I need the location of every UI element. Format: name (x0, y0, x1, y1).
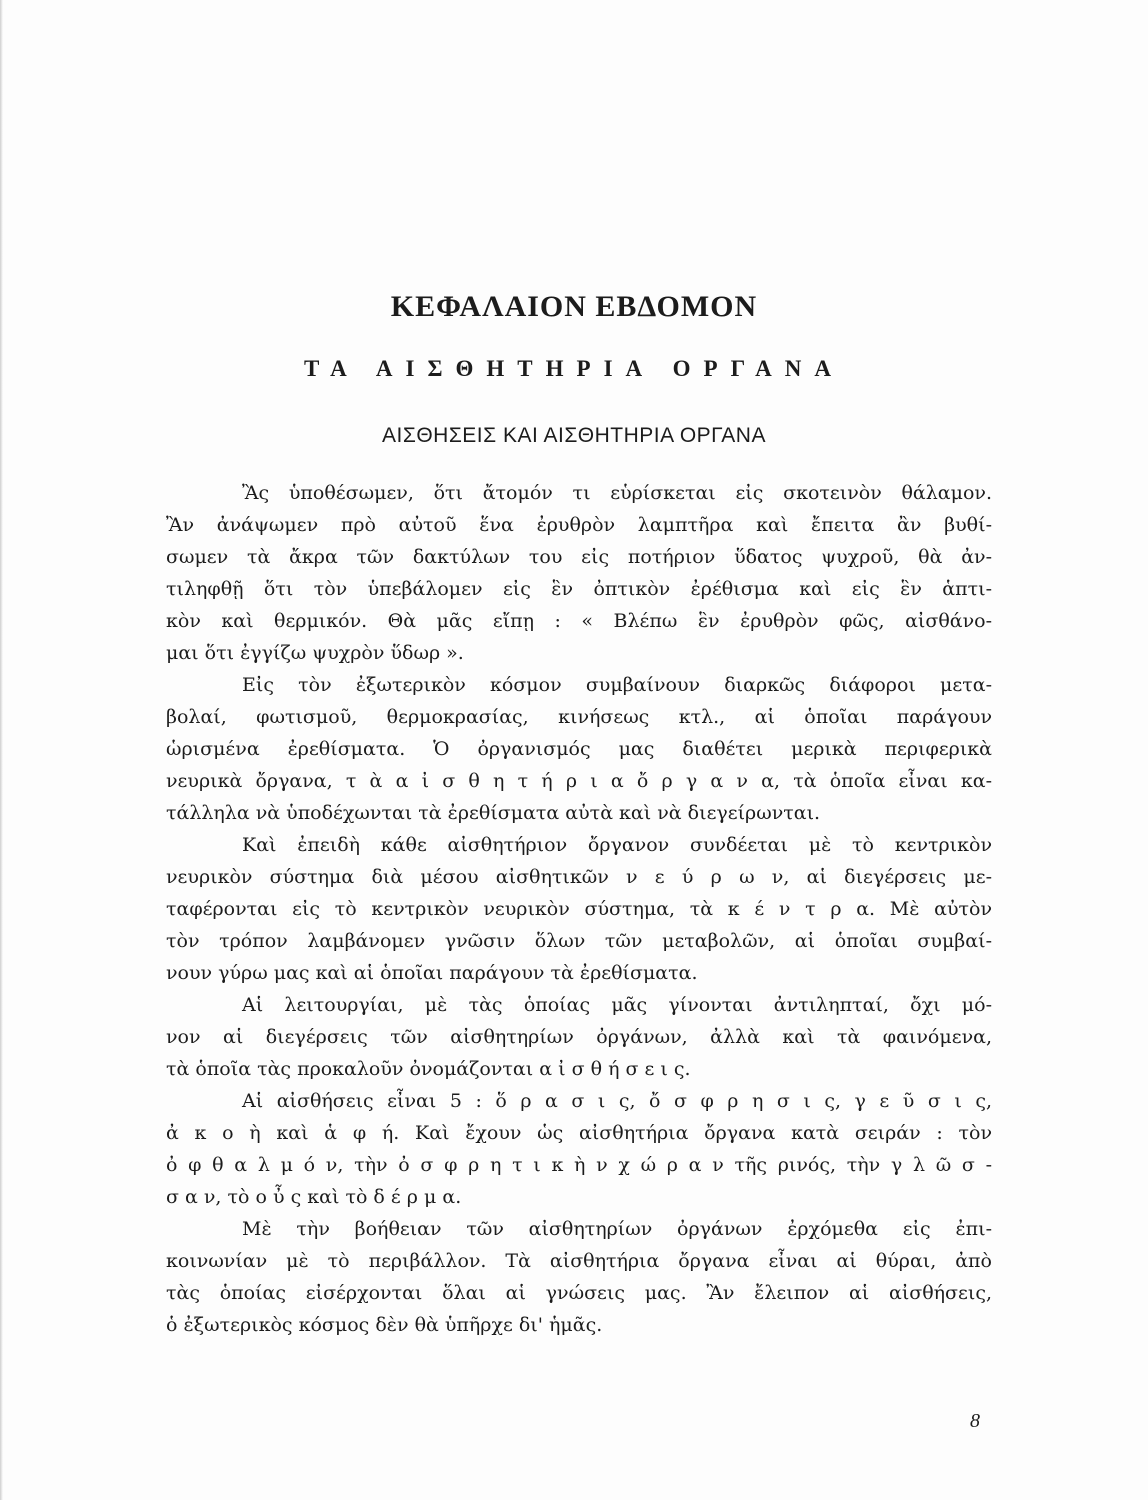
page-edge-shadow (0, 0, 3, 1500)
body-text (166, 477, 992, 1341)
text-line: νευρικὸν σύστημα διὰ μέσου αἰσθητικῶν ν ε ύ ρ ω ν, αἱ διεγέρσεις με- (166, 866, 992, 888)
text-line: Μὲ τὴν βοήθειαν τῶν αἰσθητηρίων ὀργάνων ἐρχόμεθα εἰς ἐπι- (242, 1218, 992, 1240)
chapter-title: ΚΕΦΑΛΑΙΟΝ ΕΒΔΟΜΟΝ (390, 290, 758, 323)
text-line: νον αἱ διεγέρσεις τῶν αἰσθητηρίων ὀργάνων, ἀλλὰ καὶ τὰ φαινόμενα, (166, 1026, 992, 1048)
text-line: ταφέρονται εἰς τὸ κεντρικὸν νευρικὸν σύστημα, τὰ κ έ ν τ ρ α. Μὲ αὐτὸν (166, 898, 992, 920)
text-line: κοινωνίαν μὲ τὸ περιβάλλον. Τὰ αἰσθητήρια ὄργανα εἶναι αἱ θύραι, ἀπὸ (166, 1250, 992, 1272)
section-heading: ΑΙΣΘΗΣΕΙΣ ΚΑΙ ΑΙΣΘΗΤΗΡΙΑ ΟΡΓΑΝΑ (382, 424, 766, 447)
text-line: τάλληλα νὰ ὑποδέχωνται τὰ ἐρεθίσματα αὐτὰ καὶ νὰ διεγείρωνται. (166, 802, 821, 824)
text-line: βολαί, φωτισμοῦ, θερμοκρασίας, κινήσεως κτλ., αἱ ὁποῖαι παράγουν (166, 706, 992, 728)
chapter-subtitle: ΤΑ ΑΙΣΘΗΤΗΡΙΑ ΟΡΓΑΝΑ (304, 356, 844, 381)
text-line: ἀ κ ο ὴ καὶ ἁ φ ή. Καὶ ἔχουν ὡς αἰσθητήρια ὄργανα κατὰ σειράν : τὸν (166, 1122, 992, 1144)
text-line: ὀ φ θ α λ μ ό ν, τὴν ὀ σ φ ρ η τ ι κ ὴ ν χ ώ ρ α ν τῆς ρινός, τὴν γ λ ῶ σ - (166, 1154, 992, 1176)
text-line: τὰς ὁποίας εἰσέρχονται ὅλαι αἱ γνώσεις μας. Ἂν ἔλειπον αἱ αἰσθήσεις, (166, 1282, 992, 1304)
text-line: μαι ὅτι ἐγγίζω ψυχρὸν ὕδωρ ». (166, 642, 464, 664)
text-line: Ἂς ὑποθέσωμεν, ὅτι ἄτομόν τι εὑρίσκεται εἰς σκοτεινὸν θάλαμον. (242, 482, 992, 504)
text-line: τιληφθῇ ὅτι τὸν ὑπεβάλομεν εἰς ἓν ὀπτικὸν ἐρέθισμα καὶ εἰς ἓν ἁπτι- (166, 578, 992, 600)
text-line: Αἱ αἰσθήσεις εἶναι 5 : ὅ ρ α σ ι ς, ὄ σ φ ρ η σ ι ς, γ ε ῦ σ ι ς, (242, 1090, 992, 1112)
text-line: κὸν καὶ θερμικόν. Θὰ μᾶς εἴπῃ : « Βλέπω ἓν ἐρυθρὸν φῶς, αἰσθάνο- (166, 610, 992, 632)
text-line: Καὶ ἐπειδὴ κάθε αἰσθητήριον ὄργανον συνδέεται μὲ τὸ κεντρικὸν (242, 834, 992, 856)
text-line: Αἱ λειτουργίαι, μὲ τὰς ὁποίας μᾶς γίνονται ἀντιληπταί, ὄχι μό- (242, 994, 992, 1016)
text-line: Ἂν ἀνάψωμεν πρὸ αὐτοῦ ἕνα ἐρυθρὸν λαμπτῆρα καὶ ἔπειτα ἂν βυθί- (166, 514, 992, 536)
text-line: νευρικὰ ὄργανα, τ ὰ α ἰ σ θ η τ ή ρ ι α ὄ ρ γ α ν α, τὰ ὁποῖα εἶναι κα- (166, 770, 992, 792)
text-line: Εἰς τὸν ἐξωτερικὸν κόσμον συμβαίνουν διαρκῶς διάφοροι μετα- (242, 674, 992, 696)
text-line: νουν γύρω μας καὶ αἱ ὁποῖαι παράγουν τὰ ἐρεθίσματα. (166, 962, 698, 984)
text-line: ὡρισμένα ἐρεθίσματα. Ὁ ὀργανισμός μας διαθέτει μερικὰ περιφερικὰ (166, 738, 992, 760)
page-number: 8 (970, 1410, 980, 1432)
text-line: τὸν τρόπον λαμβάνομεν γνῶσιν ὅλων τῶν μεταβολῶν, αἱ ὁποῖαι συμβαί- (166, 930, 992, 952)
text-line: τὰ ὁποῖα τὰς προκαλοῦν ὀνομάζονται α ἰ σ θ ή σ ε ι ς. (166, 1058, 691, 1080)
text-line: ὁ ἐξωτερικὸς κόσμος δὲν θὰ ὑπῆρχε δι' ἡμᾶς. (166, 1314, 603, 1336)
text-line: σωμεν τὰ ἄκρα τῶν δακτύλων του εἰς ποτήριον ὕδατος ψυχροῦ, θὰ ἀν- (166, 546, 992, 568)
text-line: σ α ν, τὸ ο ὖ ς καὶ τὸ δ έ ρ μ α. (166, 1186, 462, 1208)
